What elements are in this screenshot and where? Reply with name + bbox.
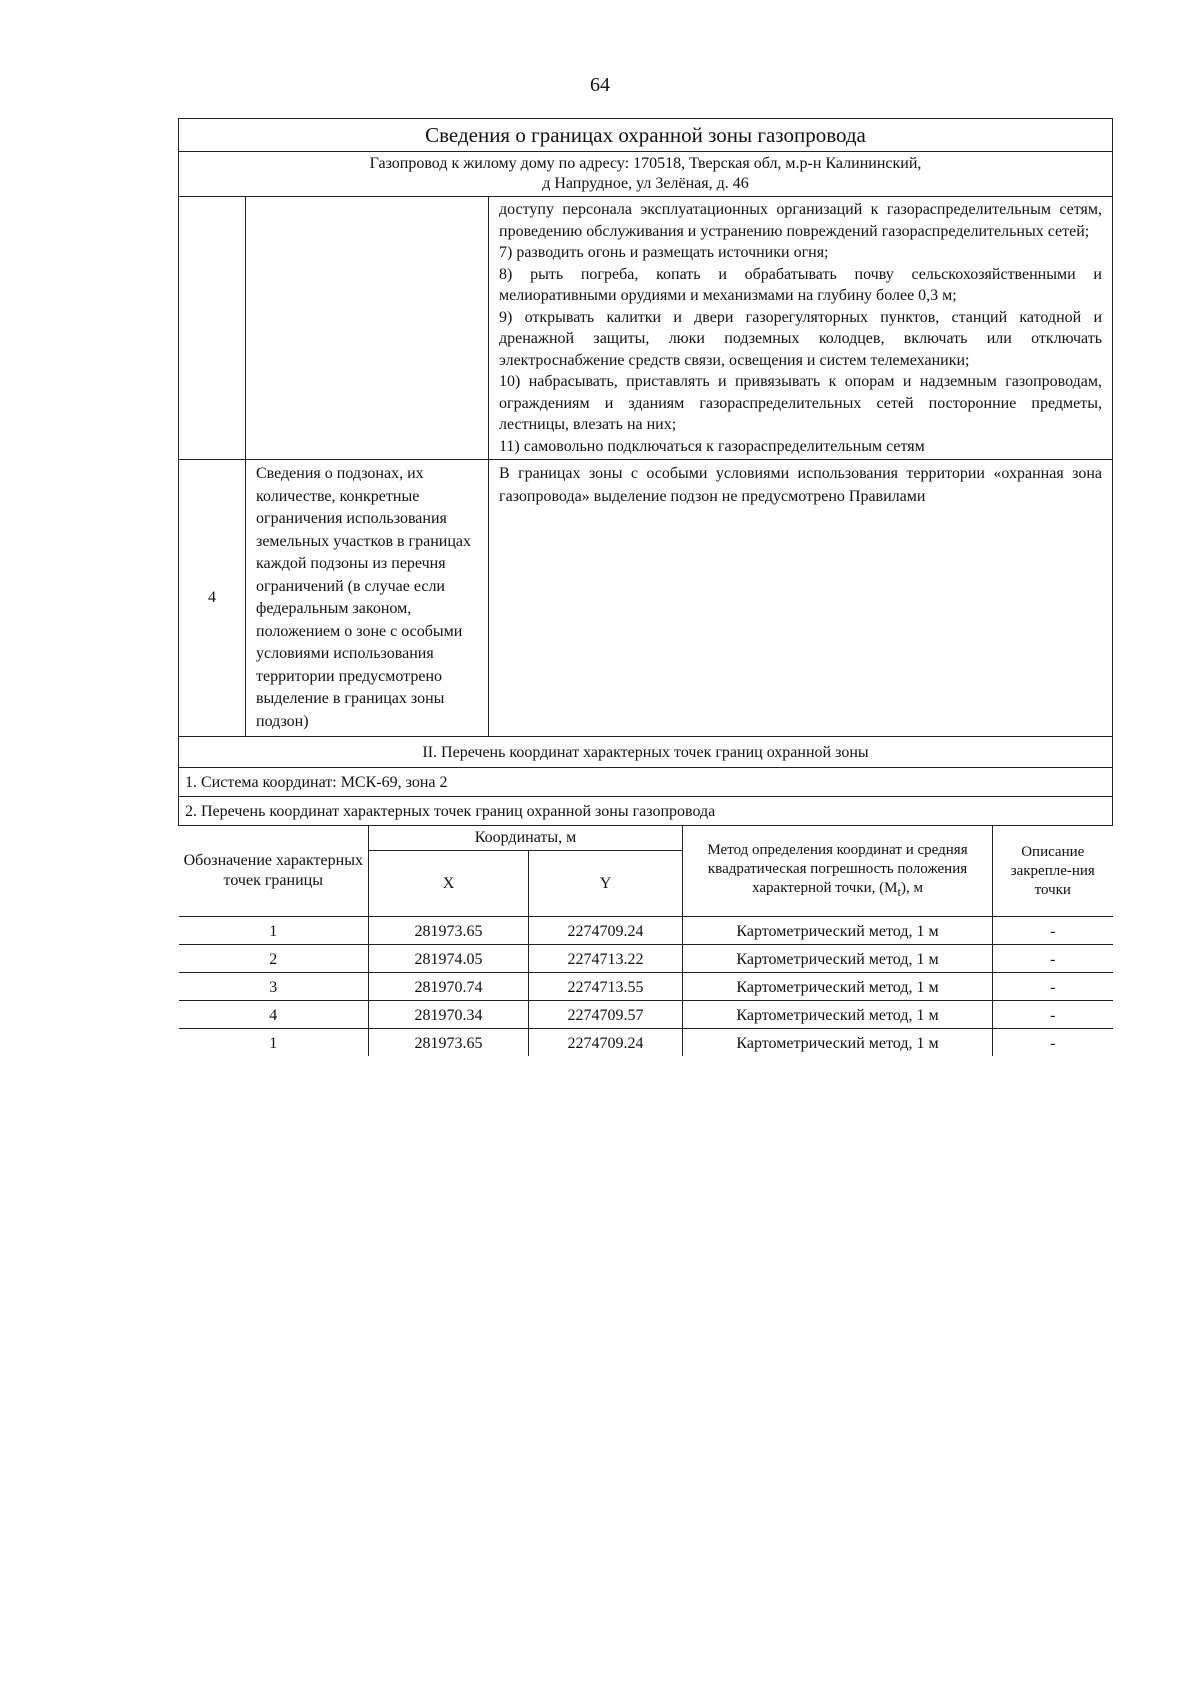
coordinates-table <box>179 826 1113 1056</box>
cell-x: 281973.65 <box>369 917 529 945</box>
cell-method: Картометрический метод, 1 м <box>683 1029 993 1057</box>
document-title: Сведения о границах охранной зоны газопровода <box>179 119 1113 152</box>
cell-point: 1 <box>179 917 369 945</box>
cell-x: 281970.34 <box>369 1001 529 1029</box>
cell-method: Картометрический метод, 1 м <box>683 973 993 1001</box>
restriction-paragraph: 10) набрасывать, приставлять и привязывать к опорам и надземным газопроводам, ограждениям и зданиям газораспределительных сетей посторонние предметы, лестницы, влезать на них; <box>499 373 1102 433</box>
table-row <box>179 917 1113 945</box>
cell-method: Картометрический метод, 1 м <box>683 917 993 945</box>
restriction-paragraph: 8) рыть погреба, копать и обрабатывать почву сельскохозяйственными и мелиоративными орудиями и механизмами на глубину более 0,3 м; <box>499 265 1102 304</box>
header-point: Обозначение характерных точек границы <box>179 826 369 917</box>
table-row <box>179 1029 1113 1057</box>
cell-description: - <box>993 1029 1113 1057</box>
restriction-paragraph: 7) разводить огонь и размещать источники огня; <box>499 244 829 261</box>
zone-info-table <box>178 118 1113 1056</box>
restriction-paragraph: 11) самовольно подключаться к газораспределительным сетям <box>499 437 925 455</box>
cell-point: 3 <box>179 973 369 1001</box>
address-line-2: д Напрудное, ул Зелёная, д. 46 <box>542 175 749 192</box>
coordinates-list-title: 2. Перечень координат характерных точек границ охранной зоны газопровода <box>179 797 1113 826</box>
cell-y: 2274713.55 <box>529 973 683 1001</box>
subzone-description: В границах зоны с особыми условиями использования территории «охранная зона газопровода» выделение подзон не предусмотрено Правилами <box>489 460 1113 737</box>
object-address <box>179 152 1113 197</box>
subzone-row-number: 4 <box>179 460 246 737</box>
cell-description: - <box>993 1001 1113 1029</box>
continuation-number-cell <box>179 197 246 460</box>
cell-y: 2274709.57 <box>529 1001 683 1029</box>
cell-point: 2 <box>179 945 369 973</box>
cell-x: 281970.74 <box>369 973 529 1001</box>
cell-description: - <box>993 973 1113 1001</box>
cell-x: 281973.65 <box>369 1029 529 1057</box>
header-y: Y <box>529 851 683 917</box>
cell-point: 4 <box>179 1001 369 1029</box>
coordinate-system: 1. Система координат: МСК-69, зона 2 <box>179 768 1113 797</box>
table-row <box>179 1001 1113 1029</box>
cell-method: Картометрический метод, 1 м <box>683 1001 993 1029</box>
cell-x: 281974.05 <box>369 945 529 973</box>
continuation-label-cell <box>246 197 489 460</box>
restriction-paragraph: доступу персонала эксплуатационных организаций к газораспределительным сетям, проведению обслуживания и устранению повреждений газораспределительных сетей; <box>499 201 1102 240</box>
header-method: Метод определения координат и средняя квадратическая погрешность положения характерной точки, $(M_t)$, м <box>683 826 993 917</box>
cell-y: 2274709.24 <box>529 917 683 945</box>
header-x: X <box>369 851 529 917</box>
cell-y: 2274709.24 <box>529 1029 683 1057</box>
table-row <box>179 973 1113 1001</box>
page-number: 64 <box>590 74 610 96</box>
restrictions-continuation <box>489 197 1113 460</box>
subzone-label: Сведения о подзонах, их количестве, конкретные ограничения использования земельных участков в границах каждой подзоны из перечня ограничений (в случае если федеральным законом, положением о зоне с особыми условиями использования территории предусмотрено выделение в границах зоны подзон) <box>246 460 489 737</box>
cell-y: 2274713.22 <box>529 945 683 973</box>
coordinates-table-wrap <box>179 826 1113 1057</box>
table-row <box>179 945 1113 973</box>
section-2-title: II. Перечень координат характерных точек границ охранной зоны <box>179 737 1113 768</box>
cell-description: - <box>993 945 1113 973</box>
cell-method: Картометрический метод, 1 м <box>683 945 993 973</box>
header-description: Описание закрепле-ния точки <box>993 826 1113 917</box>
address-line-1: Газопровод к жилому дому по адресу: 170518, Тверская обл, м.р-н Калининский, <box>369 155 922 172</box>
cell-description: - <box>993 917 1113 945</box>
cell-point: 1 <box>179 1029 369 1057</box>
restriction-paragraph: 9) открывать калитки и двери газорегуляторных пунктов, станций катодной и дренажной защиты, люки подземных колодцев, включать или отключать электроснабжение средств связи, освещения и систем телемеханики; <box>499 308 1102 369</box>
header-coordinates: Координаты, м <box>369 826 683 851</box>
